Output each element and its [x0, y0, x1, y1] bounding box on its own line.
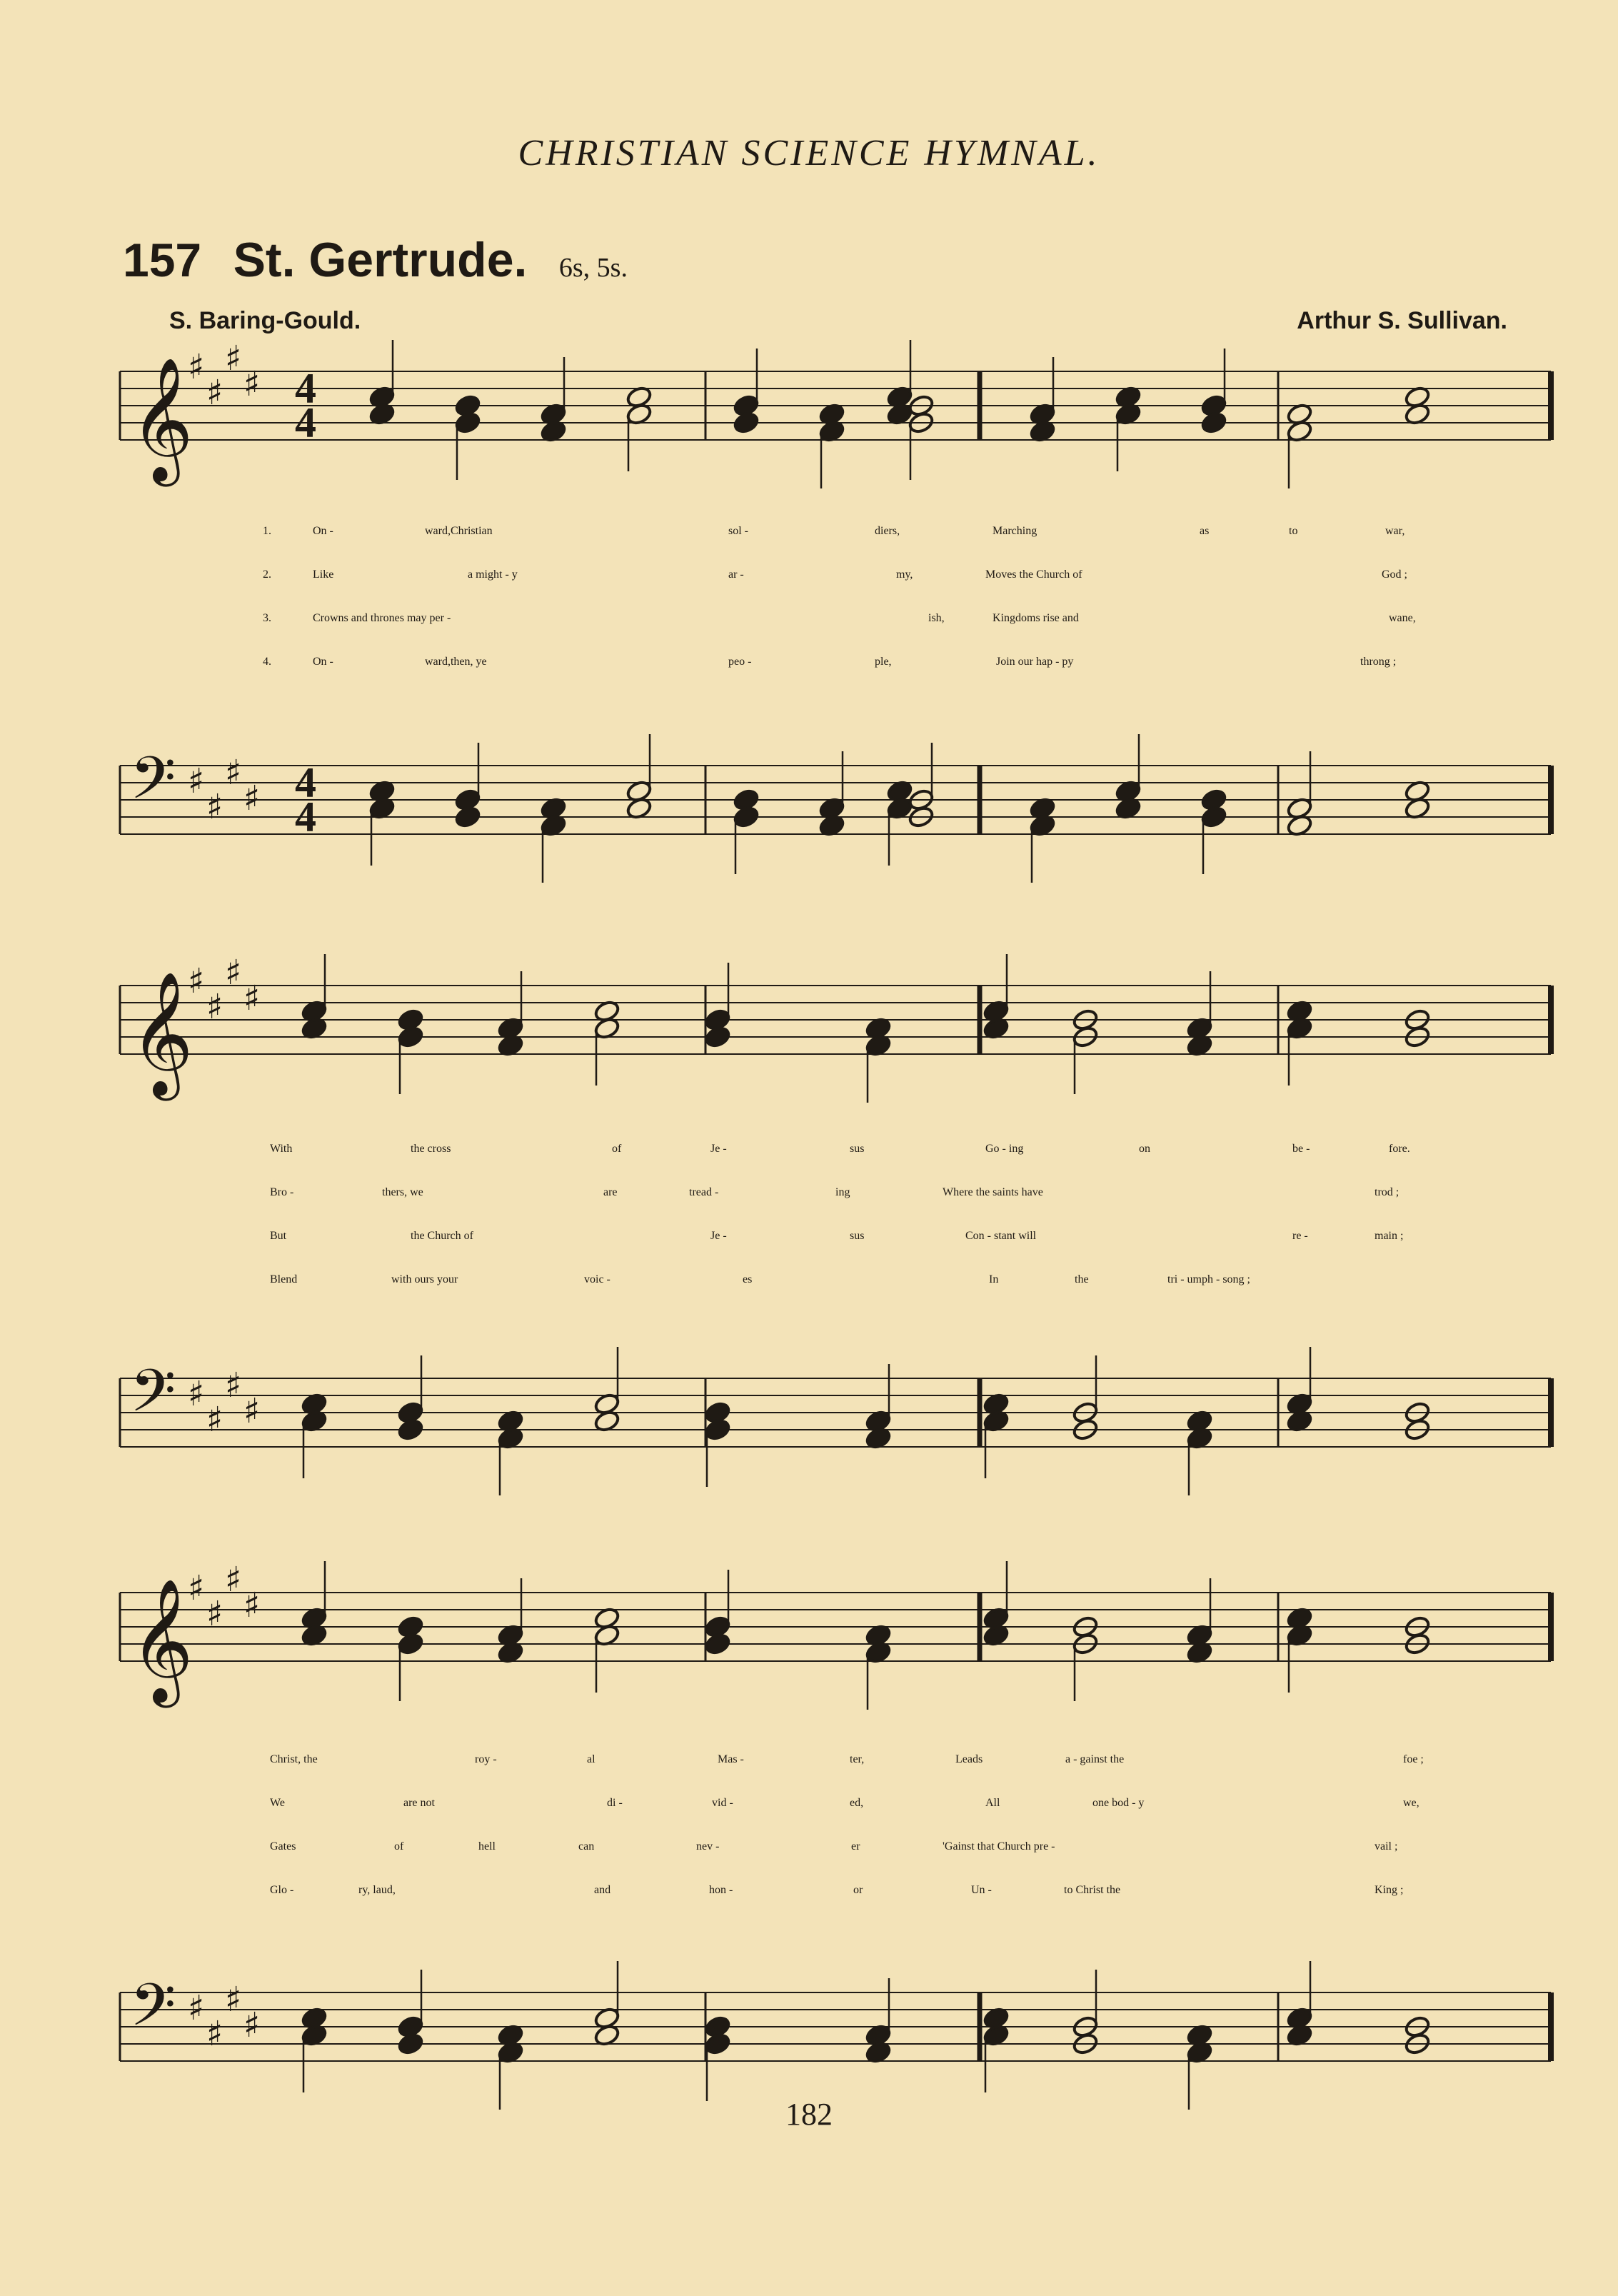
- lyric-line: [0, 1884, 1618, 1927]
- sharp-icon: ♯: [206, 987, 223, 1027]
- lyric-syllable: to Christ the: [1064, 1884, 1121, 1896]
- sharp-icon: ♯: [188, 761, 205, 801]
- lyric-syllable: Where the saints have: [943, 1186, 1043, 1198]
- sharp-icon: ♯: [225, 1365, 242, 1405]
- sharp-icon: ♯: [206, 2014, 223, 2054]
- lyric-syllable: ward,Christian: [425, 525, 493, 537]
- lyric-syllable: can: [578, 1840, 595, 1853]
- treble-clef-icon: 𝄞: [130, 1578, 194, 1703]
- music-credit: Arthur S. Sullivan.: [1297, 307, 1507, 334]
- sharp-icon: ♯: [188, 1568, 205, 1608]
- sharp-icon: ♯: [243, 778, 261, 818]
- lyric-line: [0, 1230, 1618, 1273]
- lyric-syllable: and: [594, 1884, 611, 1896]
- lyric-line: [0, 1753, 1618, 1796]
- lyric-syllable: main ;: [1375, 1230, 1404, 1242]
- lyric-syllable: hell: [478, 1840, 496, 1853]
- lyric-syllable: of: [394, 1840, 404, 1853]
- lyric-syllable: Je -: [710, 1143, 727, 1155]
- sharp-icon: ♯: [188, 347, 205, 387]
- lyric-syllable: on: [1139, 1143, 1150, 1155]
- page-number: 182: [785, 2097, 833, 2132]
- lyric-syllable: 'Gainst that Church pre -: [943, 1840, 1055, 1853]
- lyric-syllable: ward,then, ye: [425, 656, 487, 668]
- lyric-syllable: Con - stant will: [965, 1230, 1037, 1242]
- lyric-syllable: We: [270, 1797, 285, 1809]
- lyric-syllable: Join our hap - py: [996, 656, 1074, 668]
- lyric-syllable: ter,: [850, 1753, 865, 1765]
- lyric-line: [0, 612, 1618, 655]
- lyric-syllable: the Church of: [411, 1230, 473, 1242]
- sharp-icon: ♯: [206, 1594, 223, 1634]
- lyric-syllable: sus: [850, 1230, 865, 1242]
- treble-clef-icon: 𝄞: [130, 971, 194, 1096]
- lyric-syllable: with ours your: [391, 1273, 458, 1285]
- quarter-note: [1200, 411, 1227, 434]
- lyric-syllable: are not: [403, 1797, 435, 1809]
- lyric-syllable: Un -: [971, 1884, 992, 1896]
- meter: 6s, 5s.: [558, 253, 628, 283]
- quarter-note: [454, 805, 481, 828]
- lyric-syllable: sus: [850, 1143, 865, 1155]
- sharp-icon: ♯: [206, 373, 223, 413]
- lyric-syllable: the cross: [411, 1143, 451, 1155]
- lyric-syllable: ing: [835, 1186, 850, 1198]
- sharp-icon: ♯: [225, 1980, 242, 2020]
- sharp-icon: ♯: [243, 2005, 261, 2045]
- quarter-note: [397, 2032, 424, 2055]
- quarter-note: [733, 411, 760, 434]
- quarter-note: [704, 2032, 731, 2055]
- lyric-line: [0, 1840, 1618, 1883]
- lyric-line: [0, 568, 1618, 611]
- lyric-syllable: Crowns and thrones may per -: [313, 612, 451, 624]
- quarter-note: [704, 1025, 731, 1048]
- lyric-syllable: be -: [1292, 1143, 1310, 1155]
- time-signature-top: 4: [295, 365, 316, 412]
- lyric-syllable: ed,: [850, 1797, 864, 1809]
- lyric-line: [0, 1797, 1618, 1840]
- quarter-note: [704, 1632, 731, 1655]
- lyric-syllable: 4.: [263, 656, 271, 668]
- lyric-syllable: as: [1200, 525, 1210, 537]
- lyric-syllable: throng ;: [1360, 656, 1397, 668]
- lyric-syllable: tread -: [689, 1186, 719, 1198]
- sharp-icon: ♯: [243, 978, 261, 1018]
- lyric-syllable: King ;: [1375, 1884, 1404, 1896]
- bass-clef-icon: 𝄢: [130, 743, 176, 827]
- lyric-syllable: a - gainst the: [1065, 1753, 1125, 1765]
- sharp-icon: ♯: [225, 753, 242, 793]
- lyric-syllable: es: [743, 1273, 753, 1285]
- lyric-syllable: hon -: [709, 1884, 733, 1896]
- lyric-syllable: Christ, the: [270, 1753, 318, 1765]
- lyric-syllable: Like: [313, 568, 334, 581]
- lyric-syllable: Gates: [270, 1840, 296, 1853]
- quarter-note: [1200, 805, 1227, 828]
- lyric-syllable: of: [612, 1143, 622, 1155]
- lyric-syllable: or: [853, 1884, 863, 1896]
- lyric-syllable: On -: [313, 656, 333, 668]
- lyric-syllable: vail ;: [1375, 1840, 1398, 1853]
- lyric-syllable: sol -: [728, 525, 748, 537]
- lyric-syllable: Je -: [710, 1230, 727, 1242]
- lyric-syllable: ple,: [875, 656, 892, 668]
- lyric-syllable: Blend: [270, 1273, 298, 1285]
- hymn-number: 157: [123, 234, 202, 286]
- running-header: CHRISTIAN SCIENCE HYMNAL.: [518, 133, 1100, 174]
- lyric-line: [0, 1273, 1618, 1316]
- time-signature-top: 4: [295, 759, 316, 806]
- sharp-icon: ♯: [243, 1585, 261, 1625]
- lyric-syllable: foe ;: [1403, 1753, 1424, 1765]
- lyric-syllable: On -: [313, 525, 333, 537]
- sharp-icon: ♯: [188, 1374, 205, 1414]
- lyric-syllable: roy -: [475, 1753, 497, 1765]
- treble-clef-icon: 𝄞: [130, 357, 194, 481]
- bass-clef-icon: 𝄢: [130, 1356, 176, 1440]
- lyric-syllable: 2.: [263, 568, 271, 581]
- lyric-syllable: thers, we: [382, 1186, 423, 1198]
- lyric-syllable: ar -: [728, 568, 744, 581]
- lyric-syllable: Leads: [955, 1753, 983, 1765]
- lyric-syllable: re -: [1292, 1230, 1308, 1242]
- lyric-syllable: trod ;: [1375, 1186, 1400, 1198]
- time-signature-bottom: 4: [295, 793, 316, 841]
- sharp-icon: ♯: [225, 339, 242, 379]
- sharp-icon: ♯: [188, 961, 205, 1001]
- lyric-syllable: di -: [607, 1797, 623, 1809]
- sharp-icon: ♯: [206, 1400, 223, 1440]
- quarter-note: [733, 805, 760, 828]
- lyric-syllable: 3.: [263, 612, 271, 624]
- lyric-line: [0, 1143, 1618, 1185]
- lyric-syllable: Go - ing: [985, 1143, 1024, 1155]
- lyric-syllable: Kingdoms rise and: [993, 612, 1079, 624]
- lyric-syllable: In: [989, 1273, 999, 1285]
- quarter-note: [397, 1632, 424, 1655]
- lyric-syllable: nev -: [696, 1840, 720, 1853]
- lyric-syllable: But: [270, 1230, 287, 1242]
- lyric-syllable: wane,: [1389, 612, 1416, 624]
- lyric-syllable: Mas -: [718, 1753, 744, 1765]
- lyric-syllable: tri - umph - song ;: [1167, 1273, 1250, 1285]
- lyric-syllable: Moves the Church of: [985, 568, 1082, 581]
- words-credit: S. Baring-Gould.: [169, 307, 361, 334]
- lyric-syllable: All: [985, 1797, 1000, 1809]
- tune-name: St. Gertrude.: [233, 233, 528, 287]
- bass-clef-icon: 𝄢: [130, 1970, 176, 2054]
- lyric-syllable: vid -: [712, 1797, 733, 1809]
- lyric-syllable: fore.: [1389, 1143, 1410, 1155]
- lyric-syllable: a might - y: [468, 568, 518, 581]
- lyric-syllable: one bod - y: [1092, 1797, 1145, 1809]
- lyric-syllable: Marching: [993, 525, 1037, 537]
- lyric-syllable: to: [1289, 525, 1298, 537]
- lyric-syllable: are: [603, 1186, 618, 1198]
- lyric-syllable: With: [270, 1143, 293, 1155]
- lyric-syllable: ish,: [928, 612, 945, 624]
- lyric-syllable: my,: [896, 568, 913, 581]
- lyric-syllable: war,: [1385, 525, 1405, 537]
- lyric-syllable: Glo -: [270, 1884, 294, 1896]
- time-signature-bottom: 4: [295, 399, 316, 446]
- lyric-line: [0, 656, 1618, 698]
- sharp-icon: ♯: [206, 787, 223, 827]
- lyric-syllable: diers,: [875, 525, 900, 537]
- lyric-syllable: peo -: [728, 656, 752, 668]
- lyric-line: [0, 525, 1618, 568]
- quarter-note: [704, 1418, 731, 1441]
- sharp-icon: ♯: [243, 1391, 261, 1431]
- quarter-note: [397, 1418, 424, 1441]
- lyric-line: [0, 1186, 1618, 1229]
- sharp-icon: ♯: [225, 953, 242, 993]
- lyric-syllable: we,: [1403, 1797, 1419, 1809]
- lyric-syllable: voic -: [584, 1273, 610, 1285]
- lyric-syllable: er: [851, 1840, 860, 1853]
- lyric-syllable: the: [1075, 1273, 1089, 1285]
- sharp-icon: ♯: [225, 1560, 242, 1600]
- lyric-syllable: Bro -: [270, 1186, 294, 1198]
- quarter-note: [454, 411, 481, 434]
- sharp-icon: ♯: [188, 1988, 205, 2028]
- quarter-note: [397, 1025, 424, 1048]
- lyric-syllable: God ;: [1382, 568, 1407, 581]
- sharp-icon: ♯: [243, 364, 261, 404]
- lyric-syllable: ry, laud,: [358, 1884, 396, 1896]
- lyric-syllable: al: [587, 1753, 596, 1765]
- lyric-syllable: 1.: [263, 525, 271, 537]
